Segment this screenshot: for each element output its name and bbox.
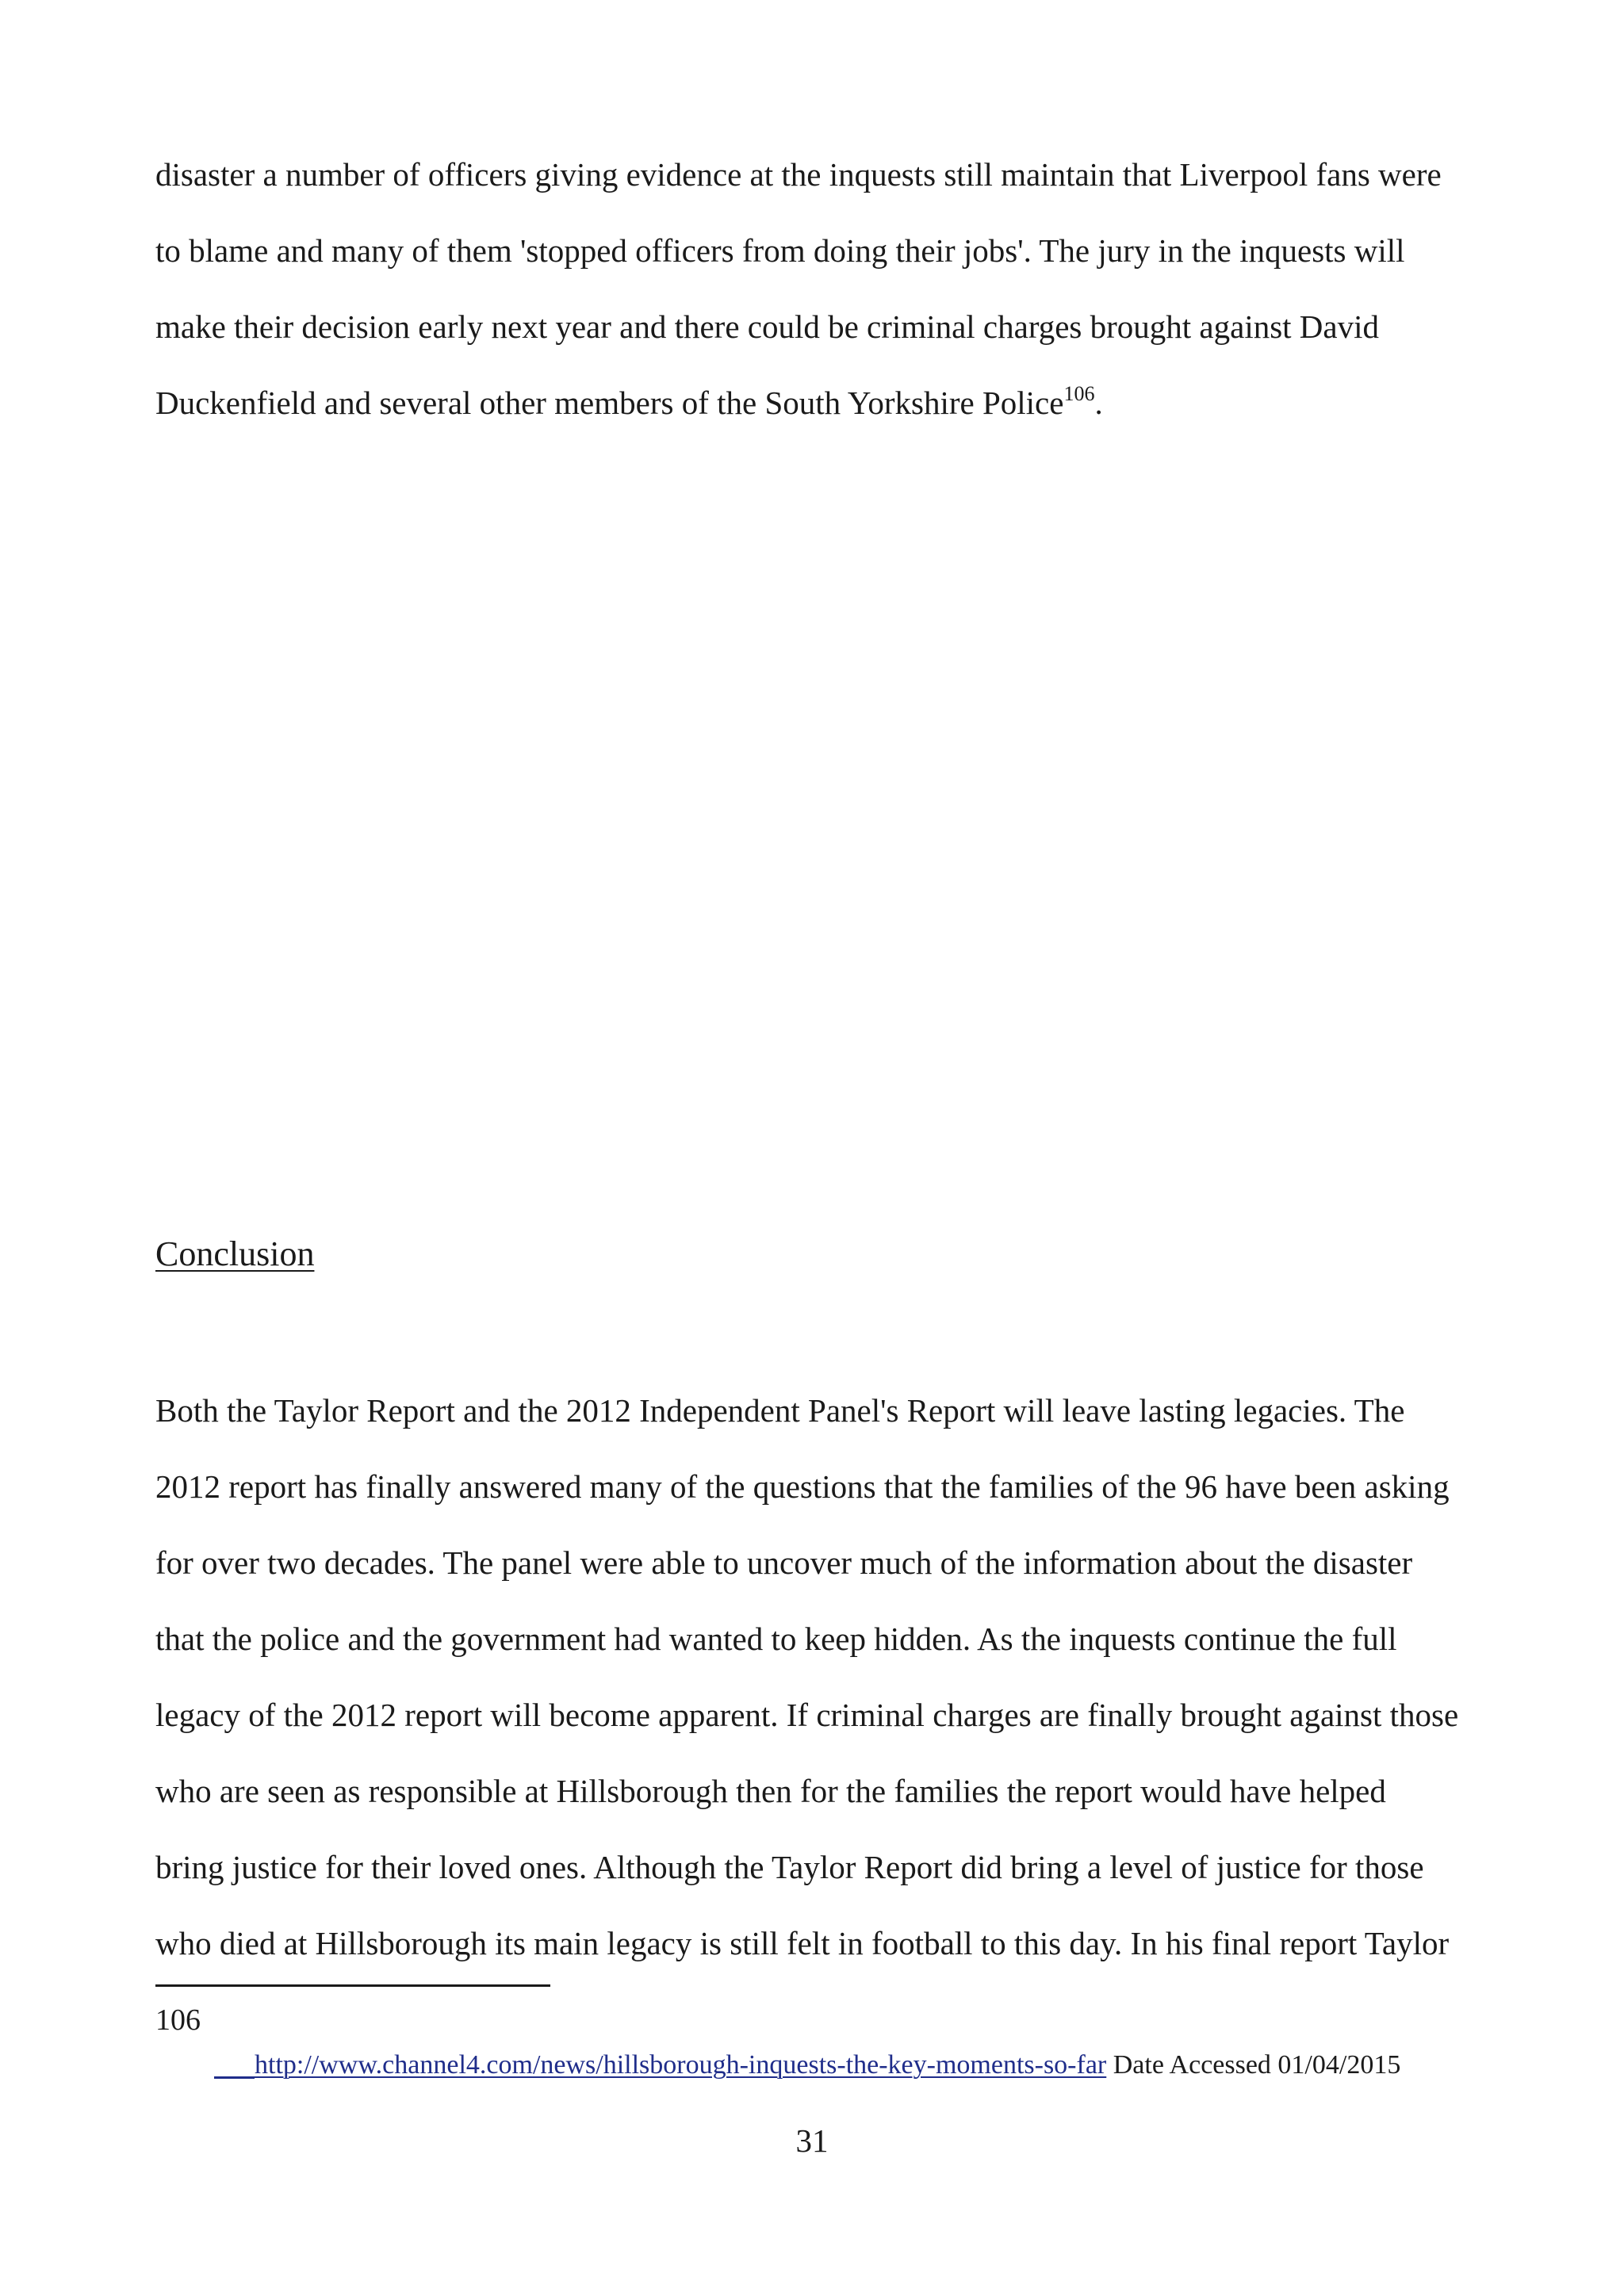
body-text-line: who are seen as responsible at Hillsborough then for the families the report would have helped [155, 1773, 1386, 1809]
body-text-line-with-footnote [155, 384, 1103, 422]
body-text-line: make their decision early next year and there could be criminal charges brought against David [155, 308, 1380, 345]
body-text-line: who died at Hillsborough its main legacy is still felt in football to this day. In his final report Taylor [155, 1925, 1450, 1961]
footnote-reference[interactable]: 106 [1063, 382, 1095, 405]
body-text-line: disaster a number of officers giving evidence at the inquests still maintain that Liverpool fans were [155, 156, 1442, 193]
footnote-date-accessed: Date Accessed 01/04/2015 [1106, 2050, 1401, 2080]
footnote-link[interactable]: http://www.channel4.com/news/hillsborough-inquests-the-key-moments-so-far [255, 2050, 1107, 2080]
body-text-line: that the police and the government had wanted to keep hidden. As the inquests continue the full [155, 1621, 1397, 1657]
body-text-line: bring justice for their loved ones. Although the Taylor Report did bring a level of justice for those [155, 1849, 1424, 1885]
section-heading: Conclusion [155, 1234, 315, 1273]
body-text-line: for over two decades. The panel were able to uncover much of the information about the disaster [155, 1544, 1413, 1581]
body-text-line: Both the Taylor Report and the 2012 Independent Panel's Report will leave lasting legacies. The [155, 1392, 1405, 1429]
body-text-fragment: Duckenfield and several other members of the South Yorkshire Police [155, 385, 1064, 421]
footnote-separator [155, 1984, 550, 1987]
body-text-line: to blame and many of them 'stopped officers from doing their jobs'. The jury in the inquests will [155, 232, 1405, 269]
sentence-end: . [1094, 385, 1103, 421]
body-text-line: legacy of the 2012 report will become apparent. If criminal charges are finally brought against those [155, 1697, 1459, 1733]
page-number: 31 [795, 2122, 829, 2159]
footnote-number: 106 [155, 2003, 201, 2037]
body-text-line: 2012 report has finally answered many of the questions that the families of the 96 have been asking [155, 1468, 1450, 1505]
footnote-text [214, 2049, 1400, 2081]
